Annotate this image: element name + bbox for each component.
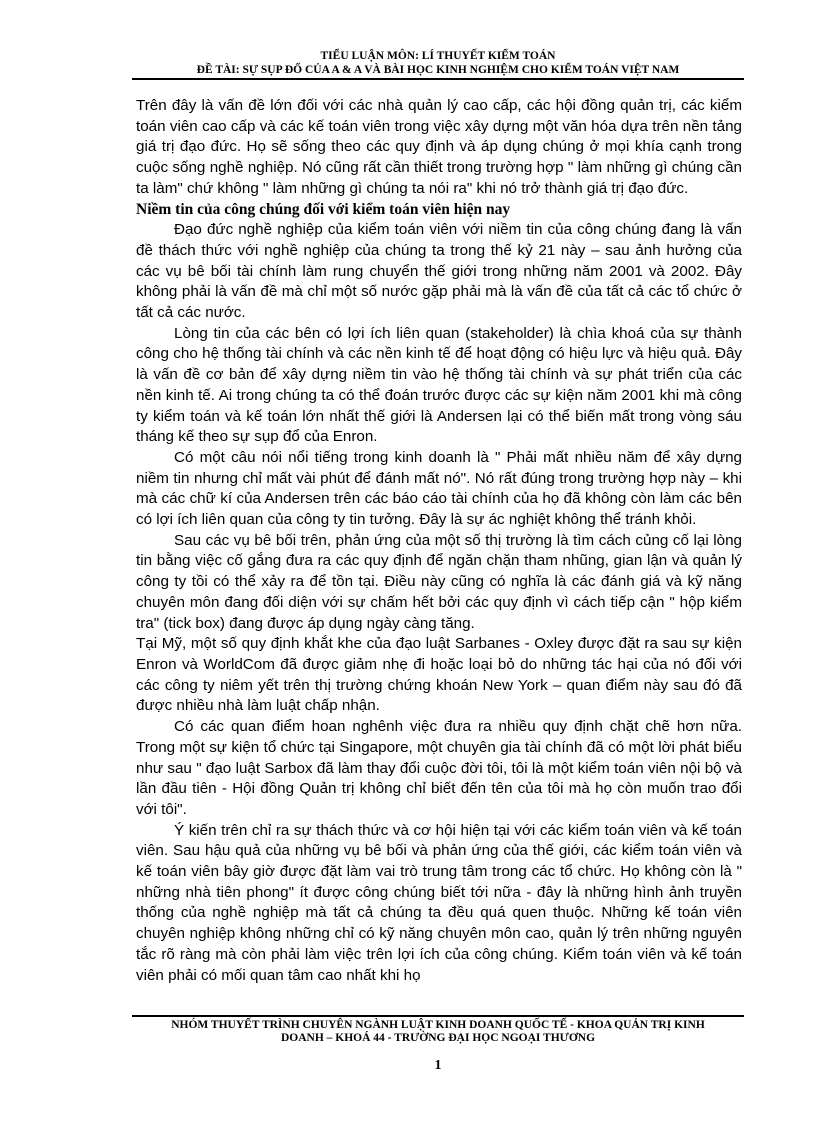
paragraph-7: Có các quan điểm hoan nghênh việc đưa ra nhiều quy định chặt chẽ hơn nữa. Trong một sự kiện tổ chức tại Singapore, một chuyên gia tài chính đã có một lời phát biểu như sau " đạo luật Sarbox đã làm thay đổi cuộc đời tôi, tôi là một kiểm toán viên nội bộ và lần đầu tiên - Hội đồng Quản trị không chỉ biết đến tên của tôi mà họ còn muốn trao đổi với tôi". [136,718,742,818]
page-number: 1 [434,1058,442,1073]
page-header [132,49,744,77]
footer-divider [132,1015,744,1017]
paragraph-1: Trên đây là vấn đề lớn đối với các nhà quản lý cao cấp, các hội đồng quản trị, các kiểm toán viên cao cấp và các kế toán viên trong việc xây dựng một văn hóa dựa trên nền tảng giá trị đạo đức. Họ sẽ sống theo các quy định và áp dụng chúng ở mọi khía cạnh trong cuộc sống nghề nghiệp. Nó cũng rất cần thiết trong trường hợp " làm những gì chúng cần ta làm" chứ không " làm những gì chúng ta nói ra" khi nó trở thành giá trị đạo đức. [136,97,742,197]
paragraph-8: Ý kiến trên chỉ ra sự thách thức và cơ hội hiện tại với các kiểm toán viên và kế toán viên. Sau hậu quả của những vụ bê bối và phản ứng của thế giới, các kiểm toán viên và kế toán viên bây giờ được đặt làm vai trò trung tâm trong các tổ chức. Họ không còn là " những nhà tiên phong" ít được công chúng biết tới nữa - đây là những hình ảnh truyền thống của nghề nghiệp mà tất cả chúng ta đều quá quen thuộc. Những kế toán viên chuyên nghiệp không những chỉ có kỹ năng chuyên môn cao, quản lý trên những nguyên tắc rõ ràng mà còn phải làm việc trên lợi ích của công chúng. Kiểm toán viên và kế toán viên phải có mối quan tâm cao nhất khi họ [136,821,742,984]
document-body [136,96,742,986]
paragraph-3: Lòng tin của các bên có lợi ích liên quan (stakeholder) là chìa khoá của sự thành công cho hệ thống tài chính và các nền kinh tế để hoạt động có hiệu lực và hiệu quả. Đây là vấn đề cơ bản để xây dựng niềm tin vào hệ thống tài chính và sự phát triển của các nền kinh tế. Ai trong chúng ta có thể đoán trước được các sự kiện năm 2001 khi mà công ty kiểm toán và kế toán lớn nhất thế giới là Andersen lại có thể biến mất trong vòng sáu tháng kế theo sự sụp đổ của Enron. [136,324,742,446]
paragraph-2: Đạo đức nghề nghiệp của kiểm toán viên với niềm tin của công chúng đang là vấn đề thách thức với nghề nghiệp của chúng ta trong thế kỷ 21 này – sau ảnh hưởng của các vụ bê bối tài chính làm rung chuyển thế giới trong những năm 2001 và 2002. Đây không phải là vấn đề mà chỉ một số nước gặp phải mà là vấn đề của tất cả các tổ chức ở tất cả các nước. [136,221,742,322]
header-subtitle: ĐỀ TÀI: SỰ SỤP ĐỔ CỦA A & A VÀ BÀI HỌC KINH NGHIỆM CHO KIỂM TOÁN VIỆT NAM [196,64,680,76]
paragraph-5: Sau các vụ bê bối trên, phản ứng của một số thị trường là tìm cách củng cố lại lòng tin bằng việc cố gắng đưa ra các quy định để ngăn chặn tham nhũng, gian lận và quản lý công ty tồi có thể xảy ra để tồn tại. Điều này cũng có nghĩa là các đánh giá và kỹ năng chuyên môn đang đối diện với sự chấm hết bởi các quy định vì cách tiếp cận " hộp kiểm tra" (tick box) đang được áp dụng ngày càng tăng. [136,531,742,632]
page-footer [132,1019,744,1045]
paragraph-4: Có một câu nói nổi tiếng trong kinh doanh là " Phải mất nhiều năm để xây dựng niềm tin nhưng chỉ mất vài phút để đánh mất nó". Nó rất đúng trong trường hợp này – khi mà các chữ kí của Andersen trên các báo cáo tài chính của họ đã không còn làm các bên có lợi ích liên quan của công ty tin tưởng. Đây là sự ác nghiệt không thể tránh khỏi. [136,448,742,529]
paragraph-6: Tại Mỹ, một số quy định khắt khe của đạo luật Sarbanes - Oxley được đặt ra sau sự kiện Enron và WorldCom đã được giảm nhẹ đi hoặc loại bỏ do những tác hại của nó đối với các công ty niêm yết trên thị trường chứng khoán New York – quan điểm này sau đó đã được nhiều nhà làm luật chấp nhận. [136,635,742,715]
header-title: TIỂU LUẬN MÔN: LÍ THUYẾT KIỂM TOÁN [320,50,556,62]
header-divider [132,78,744,80]
footer-line-1: NHÓM THUYẾT TRÌNH CHUYÊN NGÀNH LUẬT KINH DOANH QUỐC TẾ - KHOA QUẢN TRỊ KINH [171,1019,705,1031]
footer-line-2: DOANH – KHOÁ 44 - TRƯỜNG ĐẠI HỌC NGOẠI THƯƠNG [280,1032,596,1044]
section-heading: Niềm tin của công chúng đối với kiểm toán viên hiện nay [136,200,511,218]
